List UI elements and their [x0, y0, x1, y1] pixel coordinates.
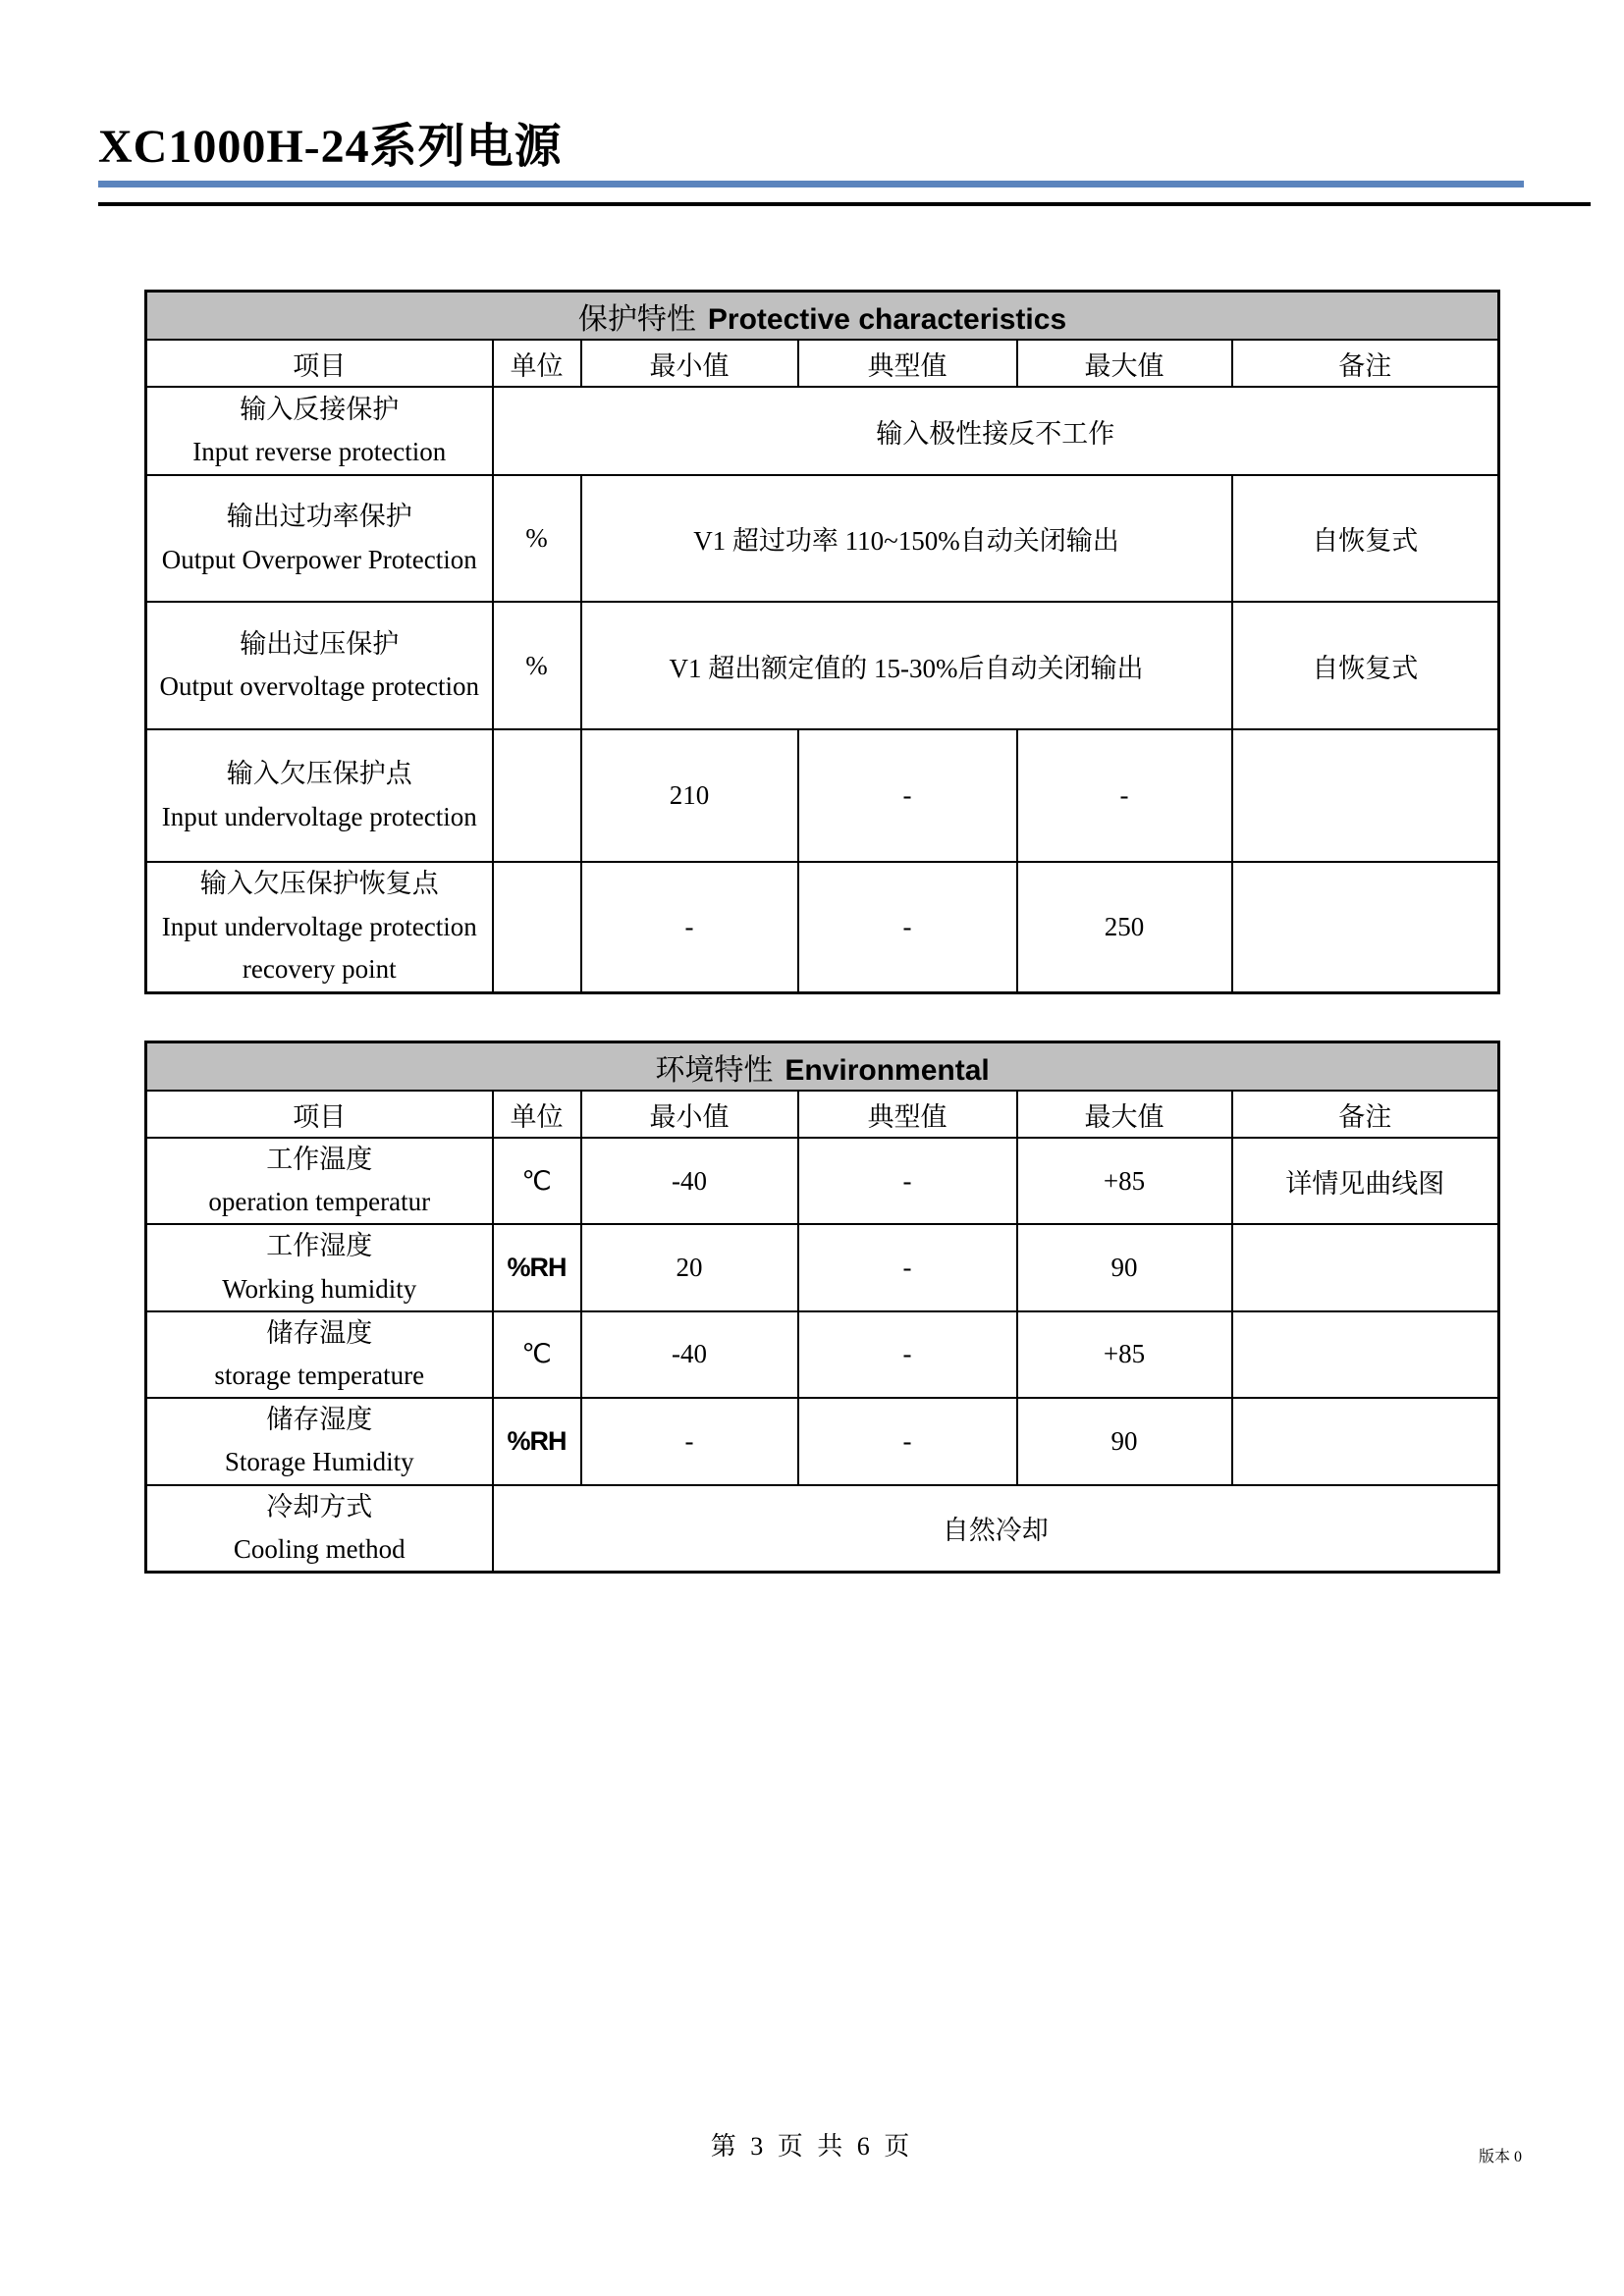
column-header-row: [146, 1091, 1499, 1138]
value-cell: 自恢复式: [1232, 475, 1499, 602]
table-row: [146, 862, 1499, 992]
item-label-zh: 冷却方式: [266, 1491, 373, 1522]
table-title-band: [146, 292, 1499, 341]
value-cell: 20: [581, 1224, 798, 1310]
item-label-zh: 输入欠压保护点: [226, 759, 412, 789]
table-title-zh: 保护特性: [577, 302, 696, 336]
table-row: [146, 387, 1499, 475]
value-cell: -: [1017, 729, 1232, 862]
column-header-typ: 典型值: [798, 340, 1017, 387]
page-title: XC1000H-24系列电源: [98, 121, 563, 173]
table-row: [146, 1138, 1499, 1224]
item-label-zh: 工作温度: [266, 1145, 373, 1174]
title-underline-blue: [98, 181, 1524, 187]
value-cell: %: [493, 475, 581, 602]
item-label-zh: 工作湿度: [266, 1231, 373, 1261]
table-row: [146, 602, 1499, 729]
value-cell: 自然冷却: [493, 1485, 1499, 1573]
value-cell: -: [798, 862, 1017, 992]
value-cell: 210: [581, 729, 798, 862]
table-title-en: Environmental: [785, 1053, 990, 1087]
item-cell: [146, 1485, 493, 1573]
column-header-typ: 典型值: [798, 1091, 1017, 1138]
column-header-item: 项目: [146, 340, 493, 387]
item-label-zh: 输出过压保护: [240, 628, 400, 659]
column-header-min: 最小值: [581, 340, 798, 387]
item-label-en: Working humidity: [222, 1273, 417, 1304]
value-cell: -: [798, 729, 1017, 862]
item-label-en: Input undervoltage protection recovery point: [161, 911, 477, 984]
title-underline-black: [98, 202, 1591, 206]
value-cell: [1232, 1398, 1499, 1484]
value-cell: %: [493, 602, 581, 729]
table-row: [146, 729, 1499, 862]
table-title-en: Protective characteristics: [707, 302, 1067, 336]
value-cell: -: [798, 1311, 1017, 1398]
table-row: [146, 1224, 1499, 1310]
item-cell: [146, 862, 493, 992]
table-title-zh: 环境特性: [655, 1053, 774, 1087]
value-cell: %RH: [493, 1224, 581, 1310]
value-cell: 输入极性接反不工作: [493, 387, 1499, 475]
item-label-zh: 输入欠压保护恢复点: [199, 869, 439, 899]
version-label: 版本 0: [1479, 2149, 1523, 2165]
value-cell: -: [581, 1398, 798, 1484]
value-cell: 详情见曲线图: [1232, 1138, 1499, 1224]
item-cell: [146, 387, 493, 475]
value-cell: [1232, 862, 1499, 992]
item-cell: [146, 602, 493, 729]
value-cell: -: [798, 1398, 1017, 1484]
value-cell: 自恢复式: [1232, 602, 1499, 729]
item-cell: [146, 475, 493, 602]
item-cell: [146, 729, 493, 862]
item-cell: [146, 1398, 493, 1484]
value-cell: [1232, 729, 1499, 862]
item-label-en: operation temperatur: [208, 1187, 431, 1217]
item-label-zh: 储存湿度: [266, 1405, 373, 1435]
table-title-row: [146, 1042, 1499, 1092]
value-cell: [493, 729, 581, 862]
item-label-en: Output overvoltage protection: [159, 671, 479, 701]
protective-characteristics-table: [144, 290, 1500, 994]
item-cell: [146, 1138, 493, 1224]
column-header-unit: 单位: [493, 1091, 581, 1138]
value-cell: ℃: [493, 1138, 581, 1224]
value-cell: [1232, 1311, 1499, 1398]
item-cell: [146, 1224, 493, 1310]
value-cell: -: [798, 1224, 1017, 1310]
value-cell: V1 超出额定值的 15-30%后自动关闭输出: [581, 602, 1232, 729]
value-cell: %RH: [493, 1398, 581, 1484]
column-header-remark: 备注: [1232, 1091, 1499, 1138]
table-row: [146, 1311, 1499, 1398]
page-number: 第 3 页 共 6 页: [710, 2132, 914, 2161]
value-cell: +85: [1017, 1138, 1232, 1224]
value-cell: -40: [581, 1311, 798, 1398]
table-row: [146, 1398, 1499, 1484]
column-header-unit: 单位: [493, 340, 581, 387]
column-header-row: [146, 340, 1499, 387]
column-header-max: 最大值: [1017, 1091, 1232, 1138]
item-label-en: Input undervoltage protection: [161, 801, 477, 831]
value-cell: V1 超过功率 110~150%自动关闭输出: [581, 475, 1232, 602]
item-label-en: Storage Humidity: [224, 1447, 414, 1477]
value-cell: -40: [581, 1138, 798, 1224]
column-header-item: 项目: [146, 1091, 493, 1138]
table-row: [146, 475, 1499, 602]
item-label-en: Input reverse protection: [192, 437, 447, 466]
value-cell: 90: [1017, 1224, 1232, 1310]
environmental-table: [144, 1041, 1500, 1574]
table-row: [146, 1485, 1499, 1573]
item-cell: [146, 1311, 493, 1398]
value-cell: 250: [1017, 862, 1232, 992]
value-cell: -: [581, 862, 798, 992]
item-label-en: Output Overpower Protection: [161, 544, 477, 574]
item-label-en: storage temperature: [214, 1360, 425, 1390]
item-label-zh: 储存温度: [266, 1317, 373, 1348]
value-cell: -: [798, 1138, 1017, 1224]
value-cell: [1232, 1224, 1499, 1310]
value-cell: ℃: [493, 1311, 581, 1398]
column-header-min: 最小值: [581, 1091, 798, 1138]
table-title-band: [146, 1042, 1499, 1092]
value-cell: 90: [1017, 1398, 1232, 1484]
column-header-remark: 备注: [1232, 340, 1499, 387]
column-header-max: 最大值: [1017, 340, 1232, 387]
value-cell: +85: [1017, 1311, 1232, 1398]
item-label-zh: 输出过功率保护: [226, 502, 412, 532]
value-cell: [493, 862, 581, 992]
item-label-zh: 输入反接保护: [240, 394, 400, 424]
item-label-en: Cooling method: [233, 1533, 406, 1564]
table-title-row: [146, 292, 1499, 341]
